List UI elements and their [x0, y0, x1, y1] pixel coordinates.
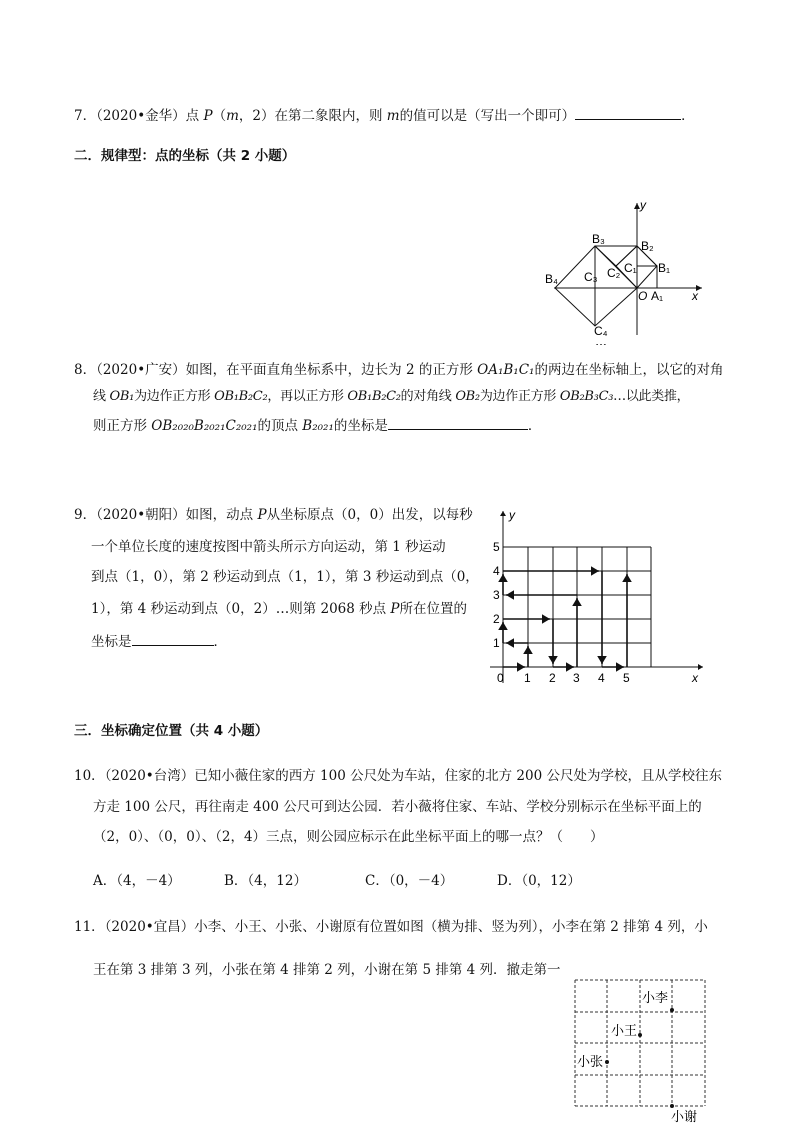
fig9-x-tick: 2	[549, 671, 556, 685]
fig8-c1: C₁	[624, 261, 637, 275]
question-11-line-2: 王在第 3 排第 3 列，小张在第 4 排第 2 列，小谢在第 5 排第 4 列．撤走第一	[93, 962, 561, 978]
fig8-a1: A₁	[651, 289, 664, 303]
question-9-line-1: 9．（2020•朝阳）如图，动点 P从坐标原点（0，0）出发，以每秒	[74, 507, 473, 523]
marker-xie	[670, 1104, 674, 1108]
fig8-c2: C₂	[607, 266, 621, 280]
fig8-x-label: x	[692, 289, 698, 303]
question-7: 7．（2020•金华）点 P（m，2）在第二象限内，则 m的值可以是（写出一个即可） ．	[74, 104, 695, 126]
fig8-b2: B₂	[641, 239, 654, 253]
question-8-line-3: 则正方形 OB₂₀₂₀B₂₀₂₁C₂₀₂₁的顶点 B₂₀₂₁的坐标是 ．	[93, 414, 541, 436]
fig9-x-tick: 1	[524, 671, 531, 685]
answer-blank[interactable]	[388, 414, 528, 430]
label-xiaozhang: 小张	[577, 1054, 604, 1069]
figure-9-path-grid	[485, 505, 710, 690]
fig8-b1: B₁	[658, 261, 671, 275]
fig8-c3: C₃	[584, 270, 598, 284]
fig8-ellipsis: …	[595, 335, 607, 345]
label-xiaowang: 小王	[611, 1023, 638, 1038]
figure-11-seat-grid	[570, 975, 710, 1123]
fig9-x-tick: 4	[598, 671, 605, 685]
fig9-y-tick: 4	[493, 564, 500, 578]
fig9-y-tick: 3	[493, 588, 500, 602]
fig9-y-tick: 1	[493, 636, 500, 650]
marker-li	[670, 1008, 674, 1012]
question-10-line-2: 方走 100 公尺，再往南走 400 公尺可到达公园．若小薇将住家、车站、学校分别标示在坐标平面上的	[93, 799, 702, 815]
label-xiaoxie: 小谢	[671, 1109, 698, 1123]
fig9-origin: 0	[497, 671, 504, 685]
choice-d[interactable]: D．（0，12）	[497, 873, 581, 889]
question-9-line-4: 1），第 4 秒运动到点（0，2）…则第 2068 秒点 P所在位置的	[91, 601, 468, 617]
question-10-line-3: （2，0）、（0，0）、（2，4）三点，则公园应标示在此坐标平面上的哪一点？（ ）	[93, 829, 604, 845]
marker-wang	[638, 1033, 642, 1037]
answer-blank[interactable]	[132, 630, 214, 646]
question-11-line-1: 11．（2020•宜昌）小李、小王、小张、小谢原有位置如图（横为排、竖为列），小李在第 2 排第 4 列，小	[74, 919, 708, 935]
section-3-heading: 三．坐标确定位置（共 4 小题）	[74, 723, 269, 739]
choice-a[interactable]: A．（4，－4）	[93, 873, 181, 889]
choice-b[interactable]: B．（4，12）	[224, 873, 307, 889]
fig8-o: O	[638, 289, 648, 303]
choice-c[interactable]: C．（0，－4）	[365, 873, 454, 889]
question-10-line-1: 10．（2020•台湾）已知小薇住家的西方 100 公尺处为车站，住家的北方 200 公尺处为学校，且从学校往东	[74, 768, 722, 784]
fig9-x-label: x	[692, 671, 698, 685]
question-9-line-3: 到点（1，0），第 2 秒运动到点（1，1），第 3 秒运动到点（0，	[91, 569, 479, 585]
answer-blank[interactable]	[575, 104, 681, 120]
fig8-b3: B₃	[592, 232, 605, 246]
question-9-line-2: 一个单位长度的速度按图中箭头所示方向运动，第 1 秒运动	[91, 539, 446, 555]
question-8-line-1: 8．（2020•广安）如图，在平面直角坐标系中，边长为 2 的正方形 OA₁B₁C₁的两边在坐标轴上，以它的对角	[74, 362, 724, 378]
figure-8-squares	[540, 195, 715, 345]
fig9-y-tick: 2	[493, 612, 500, 626]
fig9-x-tick: 5	[623, 671, 630, 685]
fig9-y-label: y	[509, 508, 515, 522]
fig8-b4: B₄	[545, 272, 558, 286]
fig8-c4: C₄	[594, 324, 608, 338]
question-8-line-2: 线 OB₁为边作正方形 OB₁B₂C₂，再以正方形 OB₁B₂C₂的对角线 OB₂为边作正方形 OB₂B₃C₃…以此类推，	[93, 389, 690, 404]
fig9-y-tick: 5	[493, 540, 500, 554]
question-9-line-5: 坐标是 ．	[91, 630, 227, 652]
label-xiaoli: 小李	[642, 990, 669, 1005]
fig8-y-label: y	[640, 198, 646, 212]
fig9-x-tick: 3	[573, 671, 580, 685]
section-2-heading: 二．规律型：点的坐标（共 2 小题）	[74, 148, 296, 164]
marker-zhang	[605, 1060, 609, 1064]
